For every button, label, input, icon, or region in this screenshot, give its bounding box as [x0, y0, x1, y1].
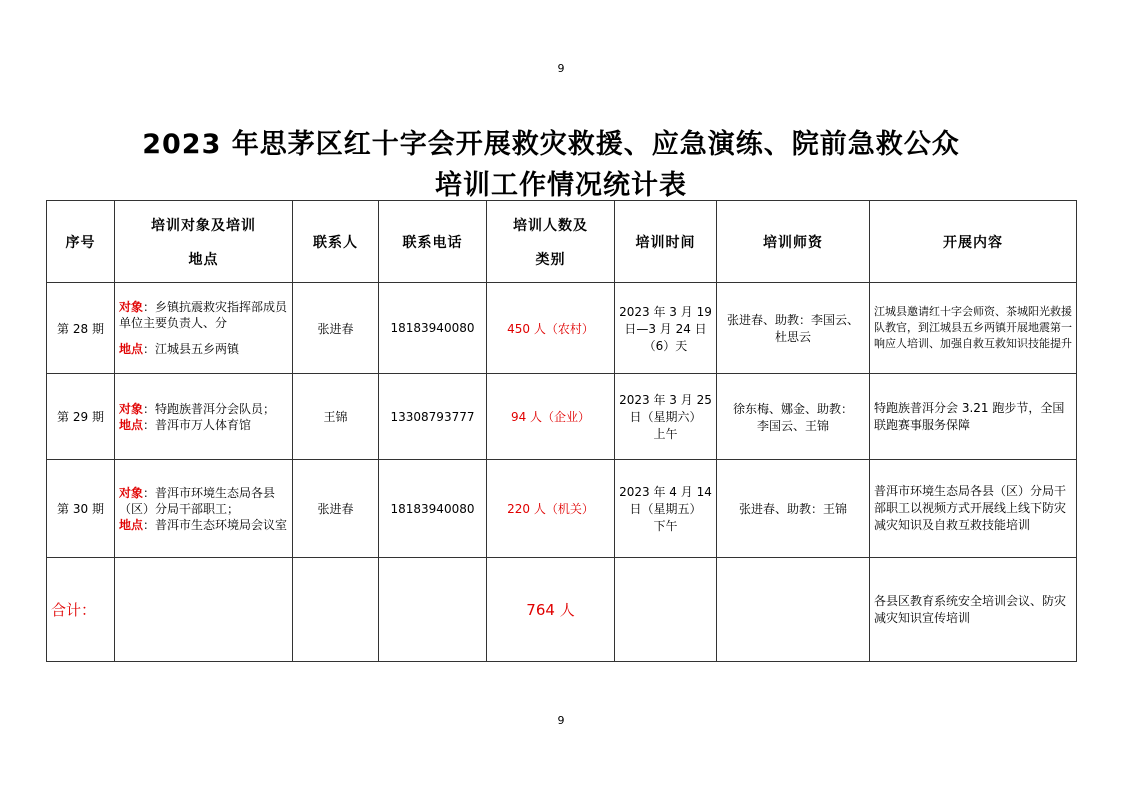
count-cell: 220 人（机关） [487, 460, 615, 558]
teachers-cell [717, 283, 870, 374]
header-count-line1: 培训人数及 [513, 217, 588, 234]
teachers-cell [717, 460, 870, 558]
target-text: ：普洱市环境生态局各县（区）分局干部职工； [119, 485, 276, 516]
target-cell [115, 374, 293, 460]
target-text: ：特跑族普洱分会队员； [143, 401, 276, 416]
content-cell: 普洱市环境生态局各县（区）分局干部职工以视频方式开展线上线下防灾减灾知识及自救互救技能培训 [870, 460, 1077, 558]
total-row [47, 558, 1077, 662]
target-cell [115, 460, 293, 558]
empty-cell [717, 558, 870, 662]
page-number-bottom: 9 [557, 714, 565, 727]
total-label: 合计： [47, 558, 115, 662]
period-cell: 第 29 期 [47, 374, 115, 460]
place-text: ：普洱市生态环境局会议室 [143, 517, 288, 532]
table-row [47, 374, 1077, 460]
header-target [115, 201, 293, 283]
header-row [47, 201, 1077, 283]
content-cell: 特跑族普洱分会 3.21 跑步节，全国联跑赛事服务保障 [870, 374, 1077, 460]
target-label: 对象 [119, 401, 144, 416]
place-label: 地点 [119, 342, 144, 356]
teachers-line1: 张进春、助教：王锦 [738, 502, 847, 516]
contact-cell: 张进春 [293, 460, 379, 558]
table-row [47, 460, 1077, 558]
empty-cell [115, 558, 293, 662]
header-target-line2: 地点 [188, 251, 219, 268]
time-line1: 2023 年 4 月 14 [619, 485, 712, 499]
phone-cell: 18183940080 [379, 460, 487, 558]
teachers-line1: 张进春、助教：李国云、 [726, 313, 859, 327]
total-content: 各县区教育系统安全培训会议、防灾减灾知识宣传培训 [870, 558, 1077, 662]
header-target-line1: 培训对象及培训 [151, 217, 256, 234]
place-label: 地点 [119, 517, 144, 532]
place-text: ：普洱市万人体育馆 [143, 417, 252, 432]
target-label: 对象 [119, 485, 144, 500]
time-cell [615, 374, 717, 460]
page-number-top: 9 [557, 62, 565, 75]
header-content: 开展内容 [870, 201, 1077, 283]
time-line3: 上午 [653, 427, 678, 441]
empty-cell [293, 558, 379, 662]
teachers-line2: 李国云、王锦 [756, 418, 829, 433]
training-statistics-table [46, 200, 1077, 662]
contact-cell: 张进春 [293, 283, 379, 374]
time-cell [615, 283, 717, 374]
empty-cell [379, 558, 487, 662]
time-line2: 日（星期六） [629, 410, 702, 424]
count-cell: 450 人（农村） [487, 283, 615, 374]
time-line3: 下午 [653, 519, 678, 533]
table-row [47, 283, 1077, 374]
teachers-line2: 杜思云 [774, 330, 811, 344]
time-line2: 日（星期五） [629, 502, 702, 516]
count-cell: 94 人（企业） [487, 374, 615, 460]
header-index: 序号 [47, 201, 115, 283]
contact-cell: 王锦 [293, 374, 379, 460]
header-count [487, 201, 615, 283]
time-line1: 2023 年 3 月 19 [619, 304, 712, 319]
time-cell [615, 460, 717, 558]
page-title-line2: 培训工作情况统计表 [435, 170, 687, 201]
header-phone: 联系电话 [379, 201, 487, 283]
target-text: ：乡镇抗震救灾指挥部成员单位主要负责人、分 [119, 300, 288, 330]
total-count: 764 人 [487, 558, 615, 662]
header-count-line2: 类别 [535, 251, 566, 268]
phone-cell: 18183940080 [379, 283, 487, 374]
header-time: 培训时间 [615, 201, 717, 283]
teachers-line1: 徐东梅、娜金、助教： [732, 401, 853, 416]
period-cell: 第 28 期 [47, 283, 115, 374]
header-teachers: 培训师资 [717, 201, 870, 283]
place-text: ：江城县五乡两镇 [143, 342, 240, 356]
place-label: 地点 [119, 417, 144, 432]
empty-cell [615, 558, 717, 662]
teachers-cell [717, 374, 870, 460]
target-label: 对象 [119, 300, 144, 314]
page-title-line1: 2023 年思茅区红十字会开展救灾救援、应急演练、院前急救公众 [142, 129, 960, 160]
period-cell: 第 30 期 [47, 460, 115, 558]
time-line3: （6）天 [643, 338, 688, 353]
header-contact: 联系人 [293, 201, 379, 283]
phone-cell: 13308793777 [379, 374, 487, 460]
time-line1: 2023 年 3 月 25 [619, 393, 712, 407]
content-cell: 江城县邀请红十字会师资、茶城阳光救援队教官，到江城县五乡两镇开展地震第一响应人培训、加强自救互救知识技能提升 [870, 283, 1077, 374]
target-cell [115, 283, 293, 374]
time-line2: 日—3 月 24 日 [624, 321, 707, 336]
